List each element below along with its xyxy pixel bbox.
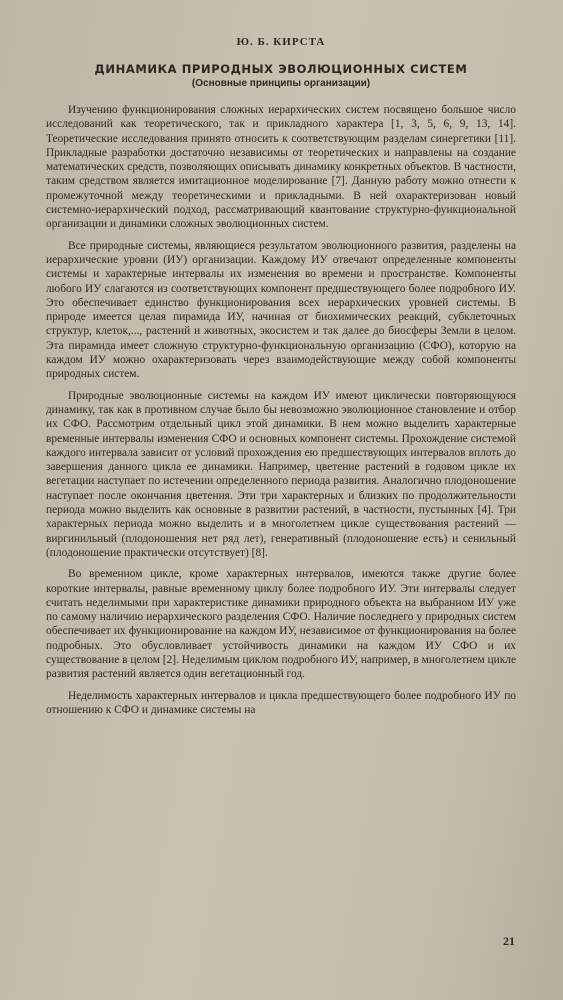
article-subtitle: (Основные принципы организации)	[191, 78, 371, 89]
page-content	[46, 36, 516, 724]
paragraph-3: Природные эволюционные системы на каждом ИУ имеют циклически повторяющуюся динамику, так как в противном случае было бы невозможно эволюционное становление и отбор их СФО. Рассмотрим отдельный цикл этой динамики. В нем можно выделить характерные временные интервалы изменения СФО и основных компонент системы. Прохождение системой каждого интервала зависит от условий прохождения ею предшествующих интервалов вплоть до завершения данного цикла ее динамики. Например, цветение растений в годовом цикле их вегетации наступает по истечении определенного периода развития. Аналогично плодоношение наступает после окончания цветения. Эти три характерных и близких по продолжительности периода можно выделить как основные в развитии растений, в частности, пустынных [4]. Три характерных периода можно выделить и в многолетнем цикле существования растений — виргинильный (плодоношения нет ряд лет), генеративный (плодоношение есть) и сенильный (плодоношение практически отсутствует) [8].	[46, 389, 516, 559]
paragraph-5: Неделимость характерных интервалов и цикла предшествующего более подробного ИУ по отношению к СФО и динамике системы на	[46, 689, 516, 716]
author-name: Ю. Б. КИРСТА	[236, 36, 326, 48]
paragraph-4: Во временном цикле, кроме характерных интервалов, имеются также другие более короткие интервалы, равные временному циклу более подробного ИУ. Эти интервалы следует считать неделимыми при характеристике динамики природного объекта на выбранном ИУ уже по самому наличию иерархического разделения СФО. Наличие последнего у природных систем обеспечивает их функционирование на каждом ИУ, независимое от функционирования на более подробных. Это обусловливает устойчивость динамики на каждом ИУ СФО и их существование в целом [2]. Неделимым циклом подробного ИУ, например, в многолетнем цикле развития растений является один вегетационный год.	[46, 568, 516, 681]
paragraph-1: Изучению функционирования сложных иерархических систем посвящено большое число исследований как теоретического, так и прикладного характера [1, 3, 5, 6, 9, 13, 14]. Теоретические исследования принято относить к соответствующим разделам синергетики [11]. Прикладные разработки достаточно независимы от теоретических и направлены на создание математических средств, позволяющих описывать динамику конкретных объектов. В частности, таким средством является имитационное моделирование [7]. Данную работу можно отнести к промежуточной между теоретическими и прикладными. В ней охарактеризован новый системно-иерархический подход, рассматривающий квантование структурно-функциональной организации и динамики сложных эволюционных систем.	[46, 104, 516, 231]
page-number: 21	[503, 934, 515, 948]
article-title: ДИНАМИКА ПРИРОДНЫХ ЭВОЛЮЦИОННЫХ СИСТЕМ	[94, 62, 468, 76]
paragraph-2: Все природные системы, являющиеся результатом эволюционного развития, разделены на иерархические уровни (ИУ) организации. Каждому ИУ отвечают определенные компоненты системы и характерные интервалы их изменения во времени и пространстве. Компоненты любого ИУ слагаются из соответствующих компонент предшествующего более подробного ИУ. Это обеспечивает единство функционирования всех иерархических уровней системы. В природе имеется целая пирамида ИУ, начиная от биохимических реакций, субклеточных структур, клеток,..., растений и животных, экосистем и так далее до биосферы Земли в целом. Эта пирамида имеет сложную структурно-функциональную организацию (СФО), которую на каждом ИУ можно охарактеризовать через взаимодействующие между собой компоненты природных систем.	[46, 239, 516, 381]
